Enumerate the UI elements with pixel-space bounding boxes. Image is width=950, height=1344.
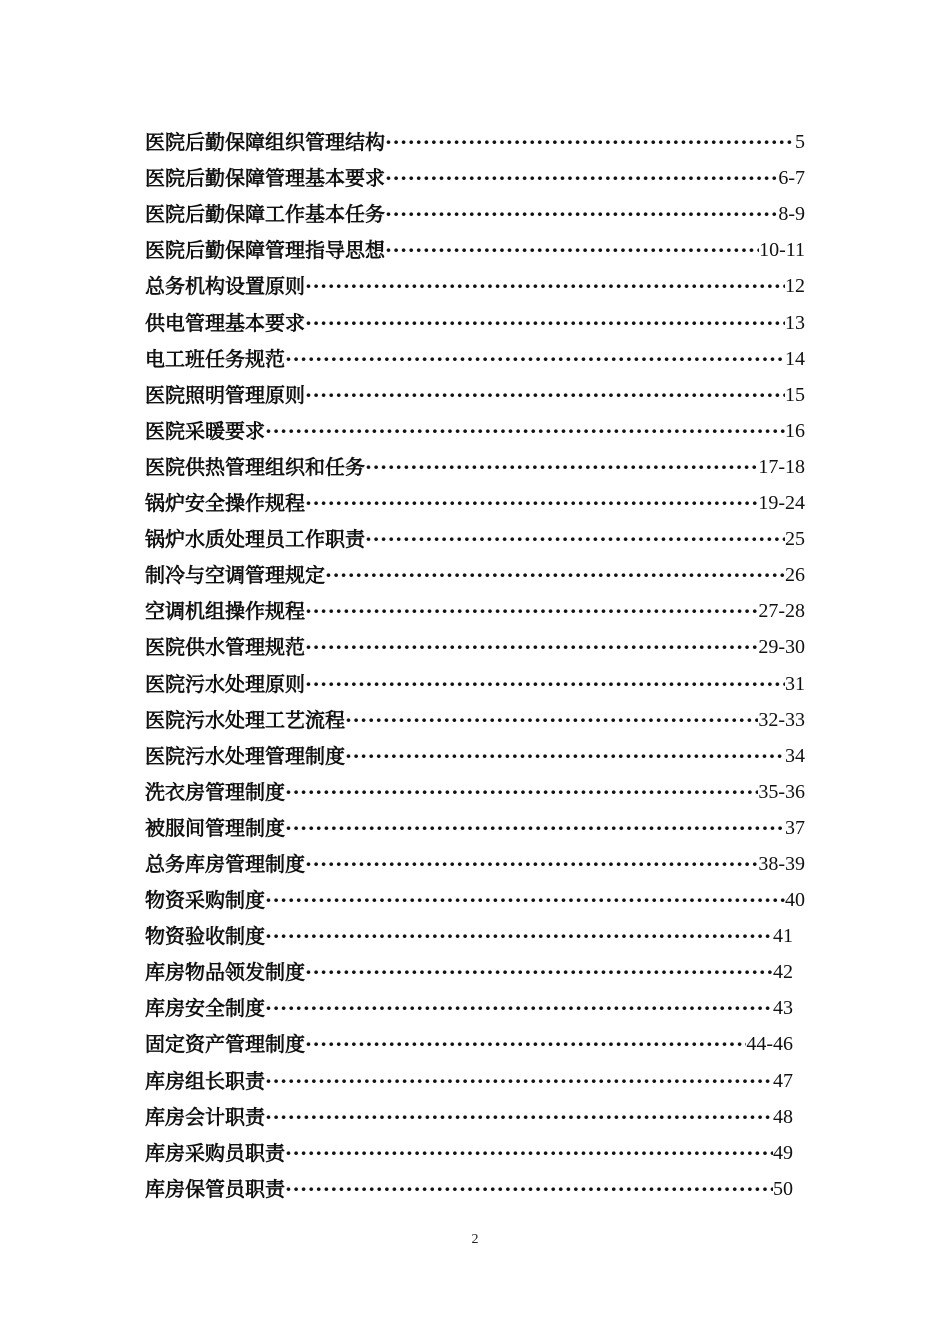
toc-entry-title: 医院供热管理组织和任务 — [145, 454, 365, 479]
toc-entry — [145, 587, 805, 623]
toc-entry-title: 医院照明管理原则 — [145, 382, 305, 407]
dot-leader — [305, 1032, 746, 1056]
toc-entry — [145, 262, 805, 298]
toc-entry-page: 32-33 — [758, 708, 805, 731]
toc-entry-title: 库房物品领发制度 — [145, 960, 305, 985]
dot-leader — [285, 1141, 773, 1165]
toc-entry-title: 库房采购员职责 — [145, 1140, 285, 1165]
toc-entry-page: 19-24 — [758, 492, 805, 515]
toc-entry-page: 48 — [773, 1105, 793, 1128]
toc-entry — [145, 696, 805, 732]
dot-leader — [365, 527, 785, 551]
toc-entry-title: 被服间管理制度 — [145, 815, 285, 840]
dot-leader — [265, 419, 785, 443]
dot-leader — [265, 888, 785, 912]
toc-entry-page: 44-46 — [746, 1033, 793, 1056]
toc-entry — [145, 226, 805, 262]
dot-leader — [265, 1105, 773, 1129]
toc-entry-title: 库房会计职责 — [145, 1104, 265, 1129]
toc-entry — [145, 118, 805, 154]
dot-leader — [385, 238, 759, 262]
toc-entry-title: 总务机构设置原则 — [145, 274, 305, 299]
toc-entry — [145, 768, 805, 804]
toc-entry — [145, 1093, 793, 1129]
toc-entry — [145, 948, 793, 984]
dot-leader — [325, 563, 785, 587]
toc-entry-title: 电工班任务规范 — [145, 346, 285, 371]
toc-entry-page: 27-28 — [758, 600, 805, 623]
toc-entry-title: 总务库房管理制度 — [145, 851, 305, 876]
dot-leader — [265, 924, 773, 948]
toc-entry — [145, 1020, 793, 1056]
toc-entry-page: 13 — [785, 311, 805, 334]
toc-entry-title: 医院供水管理规范 — [145, 635, 305, 660]
toc-entry-page: 16 — [785, 419, 805, 442]
toc-entry — [145, 551, 805, 587]
toc-entry-page: 17-18 — [758, 455, 805, 478]
toc-entry-title: 锅炉水质处理员工作职责 — [145, 527, 365, 552]
toc-entry-title: 医院后勤保障工作基本任务 — [145, 202, 385, 227]
toc-entry-title: 医院污水处理工艺流程 — [145, 707, 345, 732]
toc-entry — [145, 515, 805, 551]
dot-leader — [285, 347, 785, 371]
toc-entry — [145, 1129, 793, 1165]
toc-entry-title: 制冷与空调管理规定 — [145, 563, 325, 588]
dot-leader — [305, 960, 773, 984]
toc-entry-page: 25 — [785, 528, 805, 551]
dot-leader — [305, 635, 758, 659]
toc-entry — [145, 1056, 793, 1092]
toc-entry — [145, 912, 793, 948]
toc-entry — [145, 443, 805, 479]
toc-entry-page: 10-11 — [759, 239, 805, 262]
toc-entry-page: 37 — [785, 816, 805, 839]
toc-entry-page: 50 — [773, 1177, 793, 1200]
toc-entry — [145, 1165, 793, 1201]
toc-entry — [145, 407, 805, 443]
toc-entry-page: 49 — [773, 1141, 793, 1164]
toc-entry — [145, 623, 805, 659]
toc-entry — [145, 298, 805, 334]
toc-entry-page: 5 — [795, 131, 805, 154]
toc-entry — [145, 804, 805, 840]
page-number: 2 — [471, 1232, 479, 1247]
toc-entry-page: 31 — [785, 672, 805, 695]
table-of-contents — [145, 118, 805, 1201]
toc-entry-title: 物资验收制度 — [145, 924, 265, 949]
dot-leader — [345, 744, 785, 768]
dot-leader — [305, 852, 758, 876]
toc-entry-page: 8-9 — [778, 203, 805, 226]
toc-entry-page: 38-39 — [758, 852, 805, 875]
toc-entry — [145, 479, 805, 515]
toc-entry-title: 洗衣房管理制度 — [145, 779, 285, 804]
toc-entry-page: 12 — [785, 275, 805, 298]
dot-leader — [365, 455, 758, 479]
toc-entry-page: 34 — [785, 744, 805, 767]
toc-entry-title: 库房保管员职责 — [145, 1176, 285, 1201]
toc-entry-title: 医院采暖要求 — [145, 418, 265, 443]
dot-leader — [305, 491, 758, 515]
toc-entry — [145, 732, 805, 768]
toc-entry-title: 医院污水处理管理制度 — [145, 743, 345, 768]
toc-entry-page: 14 — [785, 347, 805, 370]
toc-entry-title: 医院污水处理原则 — [145, 671, 305, 696]
toc-entry-page: 15 — [785, 383, 805, 406]
dot-leader — [345, 708, 758, 732]
toc-entry-page: 26 — [785, 564, 805, 587]
dot-leader — [285, 1177, 773, 1201]
dot-leader — [285, 816, 785, 840]
toc-entry-title: 固定资产管理制度 — [145, 1032, 305, 1057]
dot-leader — [385, 202, 778, 226]
toc-entry — [145, 154, 805, 190]
toc-entry-page: 43 — [773, 997, 793, 1020]
toc-entry-title: 物资采购制度 — [145, 888, 265, 913]
toc-entry — [145, 984, 793, 1020]
toc-entry-title: 医院后勤保障管理基本要求 — [145, 166, 385, 191]
dot-leader — [305, 311, 785, 335]
toc-entry-title: 库房组长职责 — [145, 1068, 265, 1093]
dot-leader — [385, 166, 778, 190]
toc-entry — [145, 371, 805, 407]
dot-leader — [265, 996, 773, 1020]
dot-leader — [285, 780, 758, 804]
toc-entry — [145, 190, 805, 226]
toc-entry-title: 库房安全制度 — [145, 996, 265, 1021]
toc-entry-page: 47 — [773, 1069, 793, 1092]
dot-leader — [385, 130, 795, 154]
toc-entry — [145, 876, 805, 912]
toc-entry-page: 6-7 — [778, 167, 805, 190]
toc-entry-title: 医院后勤保障组织管理结构 — [145, 130, 385, 155]
toc-entry-title: 医院后勤保障管理指导思想 — [145, 238, 385, 263]
dot-leader — [305, 383, 785, 407]
toc-entry-page: 35-36 — [758, 780, 805, 803]
toc-entry-page: 29-30 — [758, 636, 805, 659]
dot-leader — [305, 274, 785, 298]
toc-entry — [145, 659, 805, 695]
toc-entry — [145, 840, 805, 876]
toc-entry-page: 42 — [773, 961, 793, 984]
toc-entry — [145, 335, 805, 371]
toc-entry-page: 41 — [773, 925, 793, 948]
toc-entry-title: 空调机组操作规程 — [145, 599, 305, 624]
toc-entry-title: 锅炉安全操作规程 — [145, 491, 305, 516]
toc-entry-title: 供电管理基本要求 — [145, 310, 305, 335]
toc-entry-page: 40 — [785, 889, 805, 912]
dot-leader — [305, 599, 758, 623]
dot-leader — [265, 1069, 773, 1093]
dot-leader — [305, 672, 785, 696]
